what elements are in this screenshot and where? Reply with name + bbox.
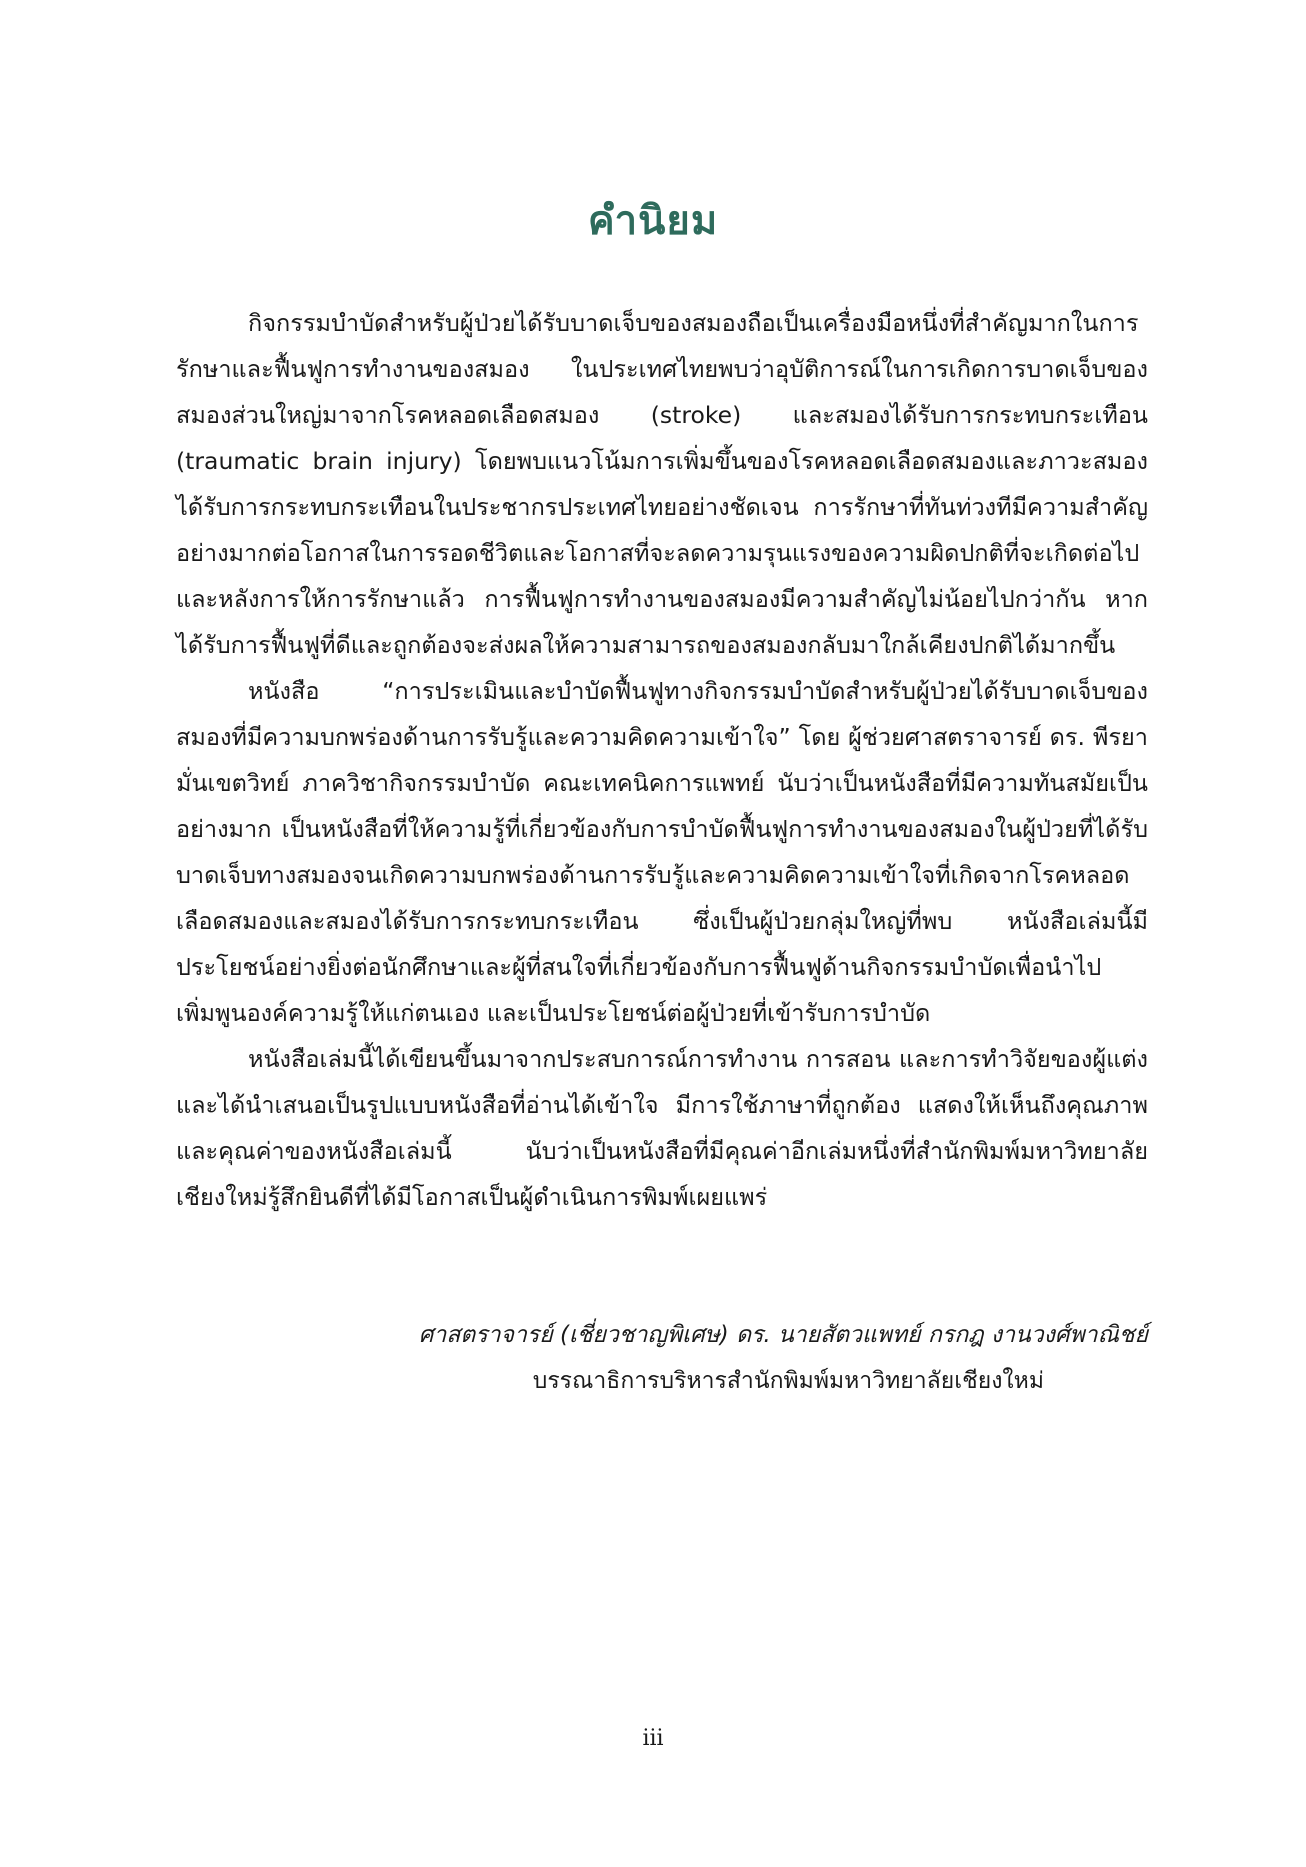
page-title: คำนิยม	[587, 198, 719, 244]
paragraph-3: หนังสือเล่มนี้ได้เขียนขึ้นมาจากประสบการณ์การทำงาน การสอน และการทำวิจัยของผู้แต่ง และได้นำเสนอเป็นรูปแบบหนังสือที่อ่านได้เข้าใจ มีการใช้ภาษาที่ถูกต้อง แสดงให้เห็นถึงคุณภาพและคุณค่าของหนังสือเล่มนี้ นับว่าเป็นหนังสือที่มีคุณค่าอีกเล่มหนึ่งที่สำนักพิมพ์มหาวิทยาลัยเชียงใหม่รู้สึกยินดีที่ได้มีโอกาสเป็นผู้ดำเนินการพิมพ์เผยแพร่	[176, 1045, 1148, 1211]
page-number: iii	[642, 1726, 664, 1751]
signatory-name: ศาสตราจารย์ (เชี่ยวชาญพิเศษ) ดร. นายสัตวแพทย์ กรกฎ งานวงศ์พาณิชย์	[418, 1322, 1148, 1348]
foreword-body	[176, 300, 1148, 1220]
signatory-position: บรรณาธิการบริหารสำนักพิมพ์มหาวิทยาลัยเชียงใหม่	[532, 1368, 1044, 1394]
paragraph-1: กิจกรรมบำบัดสำหรับผู้ป่วยได้รับบาดเจ็บของสมองถือเป็นเครื่องมือหนึ่งที่สำคัญมากในการรักษาและฟื้นฟูการทำงานของสมอง ในประเทศไทยพบว่าอุบัติการณ์ในการเกิดการบาดเจ็บของสมองส่วนใหญ่มาจากโรคหลอดเลือดสมอง (stroke) และสมองได้รับการกระทบกระเทือน (traumatic brain injury) โดยพบแนวโน้มการเพิ่มขึ้นของโรคหลอดเลือดสมองและภาวะสมองได้รับการกระทบกระเทือนในประชากรประเทศไทยอย่างชัดเจน การรักษาที่ทันท่วงทีมีความสำคัญอย่างมากต่อโอกาสในการรอดชีวิตและโอกาสที่จะลดความรุนแรงของความผิดปกติที่จะเกิดต่อไป และหลังการให้การรักษาแล้ว การฟื้นฟูการทำงานของสมองมีความสำคัญไม่น้อยไปกว่ากัน หากได้รับการฟื้นฟูที่ดีและถูกต้องจะส่งผลให้ความสามารถของสมองกลับมาใกล้เคียงปกติได้มากขึ้น	[176, 309, 1148, 659]
paragraph-2: หนังสือ “การประเมินและบำบัดฟื้นฟูทางกิจกรรมบำบัดสำหรับผู้ป่วยได้รับบาดเจ็บของสมองที่มีความบกพร่องด้านการรับรู้และความคิดความเข้าใจ” โดย ผู้ช่วยศาสตราจารย์ ดร. พีรยา มั่นเขตวิทย์ ภาควิชากิจกรรมบำบัด คณะเทคนิคการแพทย์ นับว่าเป็นหนังสือที่มีความทันสมัยเป็นอย่างมาก เป็นหนังสือที่ให้ความรู้ที่เกี่ยวข้องกับการบำบัดฟื้นฟูการทำงานของสมองในผู้ป่วยที่ได้รับบาดเจ็บทางสมองจนเกิดความบกพร่องด้านการรับรู้และความคิดความเข้าใจที่เกิดจากโรคหลอดเลือดสมองและสมองได้รับการกระทบกระเทือน ซึ่งเป็นผู้ป่วยกลุ่มใหญ่ที่พบ หนังสือเล่มนี้มีประโยชน์อย่างยิ่งต่อนักศึกษาและผู้ที่สนใจที่เกี่ยวข้องกับการฟื้นฟูด้านกิจกรรมบำบัดเพื่อนำไปเพิ่มพูนองค์ความรู้ให้แก่ตนเอง และเป็นประโยชน์ต่อผู้ป่วยที่เข้ารับการบำบัด	[176, 677, 1148, 1027]
signature-block	[419, 1312, 1148, 1404]
